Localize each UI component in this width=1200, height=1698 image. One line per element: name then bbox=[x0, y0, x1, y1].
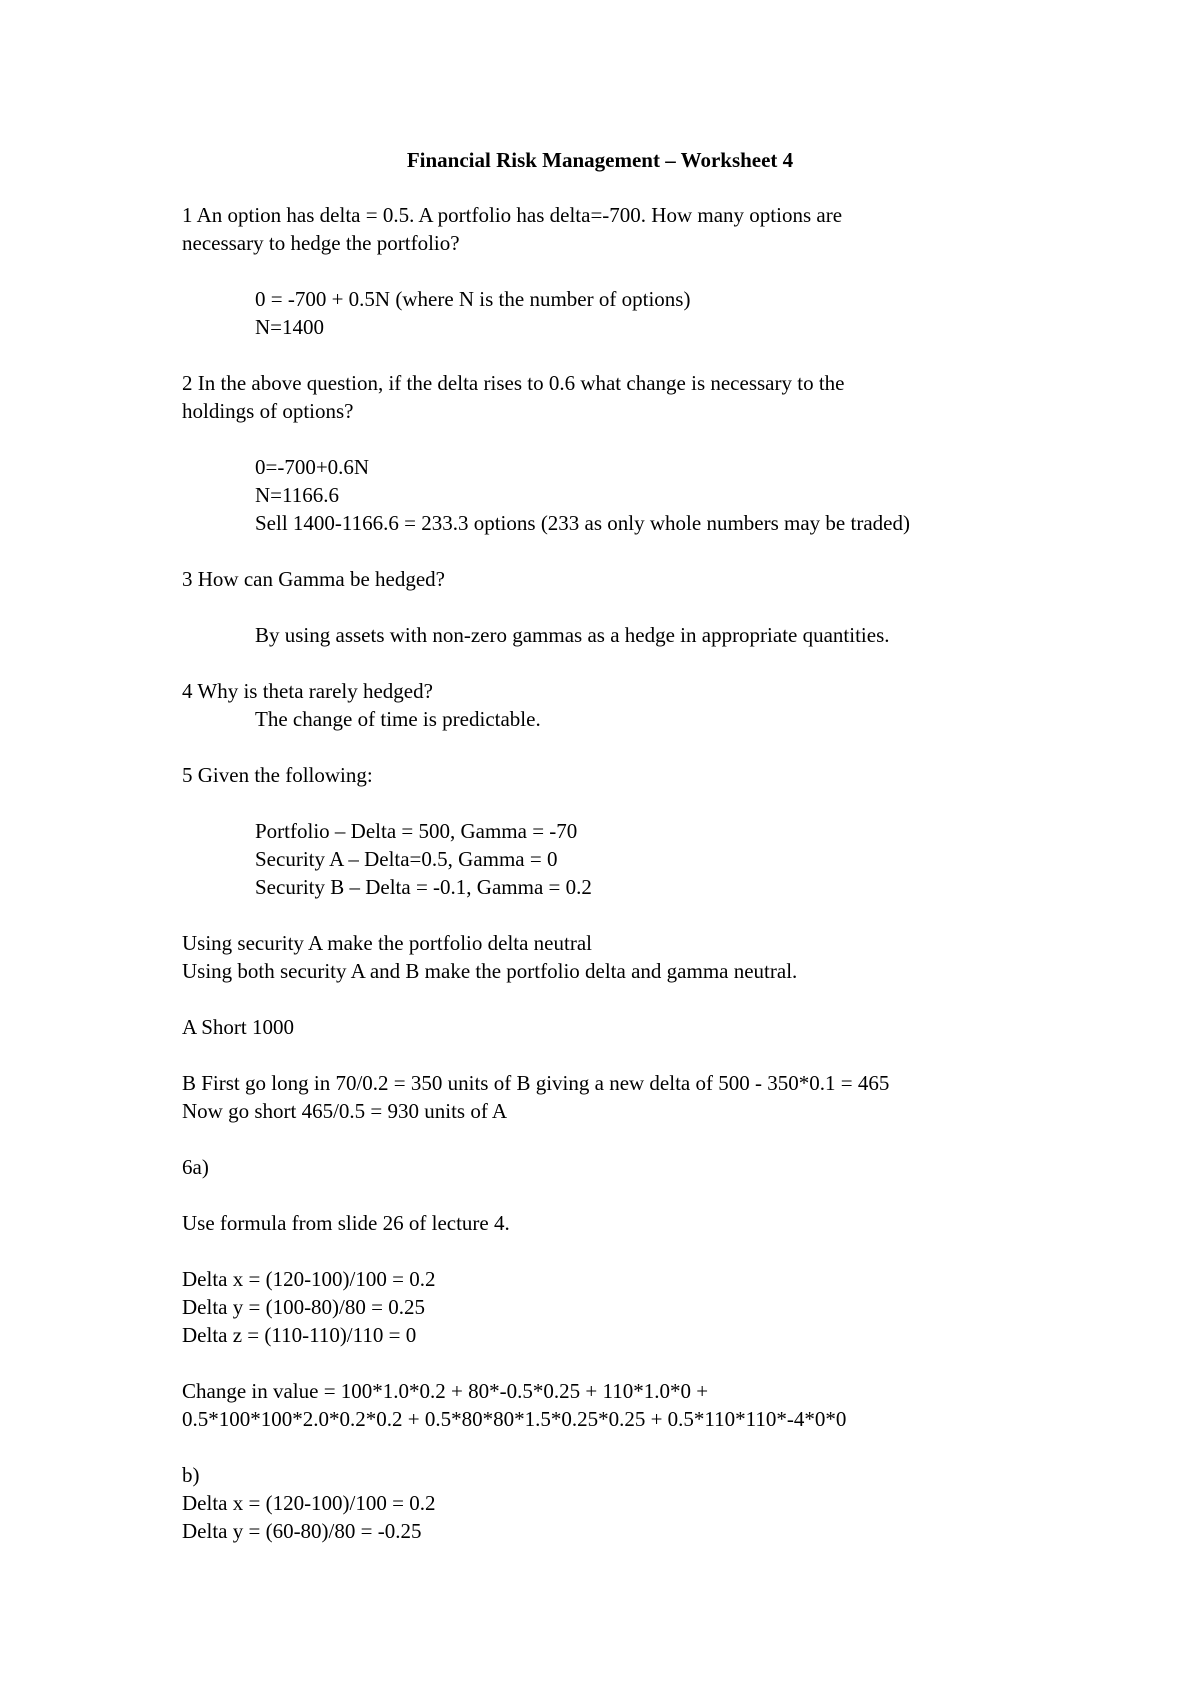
answer-6a-delta-z: Delta z = (110-110)/110 = 0 bbox=[182, 1323, 417, 1347]
answer-6b-delta-x: Delta x = (120-100)/100 = 0.2 bbox=[182, 1491, 436, 1515]
answer-2-action: Sell 1400-1166.6 = 233.3 options (233 as only whole numbers may be traded) bbox=[255, 511, 910, 535]
page-title: Financial Risk Management – Worksheet 4 bbox=[406, 148, 794, 172]
answer-6a-change-line-2: 0.5*100*100*2.0*0.2*0.2 + 0.5*80*80*1.5*0.25*0.25 + 0.5*110*110*-4*0*0 bbox=[182, 1407, 847, 1431]
answer-3: By using assets with non-zero gammas as a hedge in appropriate quantities. bbox=[255, 623, 890, 647]
question-4: 4 Why is theta rarely hedged? bbox=[182, 679, 433, 703]
question-6b-label: b) bbox=[182, 1463, 200, 1487]
question-2-line-1: 2 In the above question, if the delta rises to 0.6 what change is necessary to the bbox=[182, 371, 845, 395]
answer-6a-reference: Use formula from slide 26 of lecture 4. bbox=[182, 1211, 510, 1235]
answer-1-result: N=1400 bbox=[255, 315, 325, 339]
answer-6a-delta-y: Delta y = (100-80)/80 = 0.25 bbox=[182, 1295, 425, 1319]
answer-1-equation: 0 = -700 + 0.5N (where N is the number of options) bbox=[255, 287, 691, 311]
question-2-line-2: holdings of options? bbox=[182, 399, 354, 423]
question-5-item-portfolio: Portfolio – Delta = 500, Gamma = -70 bbox=[255, 819, 578, 843]
question-1-line-1: 1 An option has delta = 0.5. A portfolio has delta=-700. How many options are bbox=[182, 203, 843, 227]
answer-6b-delta-y: Delta y = (60-80)/80 = -0.25 bbox=[182, 1519, 422, 1543]
answer-5b-line-2: Now go short 465/0.5 = 930 units of A bbox=[182, 1099, 508, 1123]
question-5-task-2: Using both security A and B make the portfolio delta and gamma neutral. bbox=[182, 959, 798, 983]
answer-6a-change-line-1: Change in value = 100*1.0*0.2 + 80*-0.5*0.25 + 110*1.0*0 + bbox=[182, 1379, 709, 1403]
answer-5b-line-1: B First go long in 70/0.2 = 350 units of B giving a new delta of 500 - 350*0.1 = 465 bbox=[182, 1071, 890, 1095]
question-5-item-security-b: Security B – Delta = -0.1, Gamma = 0.2 bbox=[255, 875, 592, 899]
question-5-item-security-a: Security A – Delta=0.5, Gamma = 0 bbox=[255, 847, 558, 871]
question-3: 3 How can Gamma be hedged? bbox=[182, 567, 445, 591]
answer-4: The change of time is predictable. bbox=[255, 707, 541, 731]
answer-6a-delta-x: Delta x = (120-100)/100 = 0.2 bbox=[182, 1267, 436, 1291]
question-6a-label: 6a) bbox=[182, 1155, 209, 1179]
question-5: 5 Given the following: bbox=[182, 763, 373, 787]
answer-5a: A Short 1000 bbox=[182, 1015, 295, 1039]
question-1-line-2: necessary to hedge the portfolio? bbox=[182, 231, 460, 255]
answer-2-result: N=1166.6 bbox=[255, 483, 339, 507]
question-5-task-1: Using security A make the portfolio delta neutral bbox=[182, 931, 592, 955]
answer-2-equation: 0=-700+0.6N bbox=[255, 455, 370, 479]
